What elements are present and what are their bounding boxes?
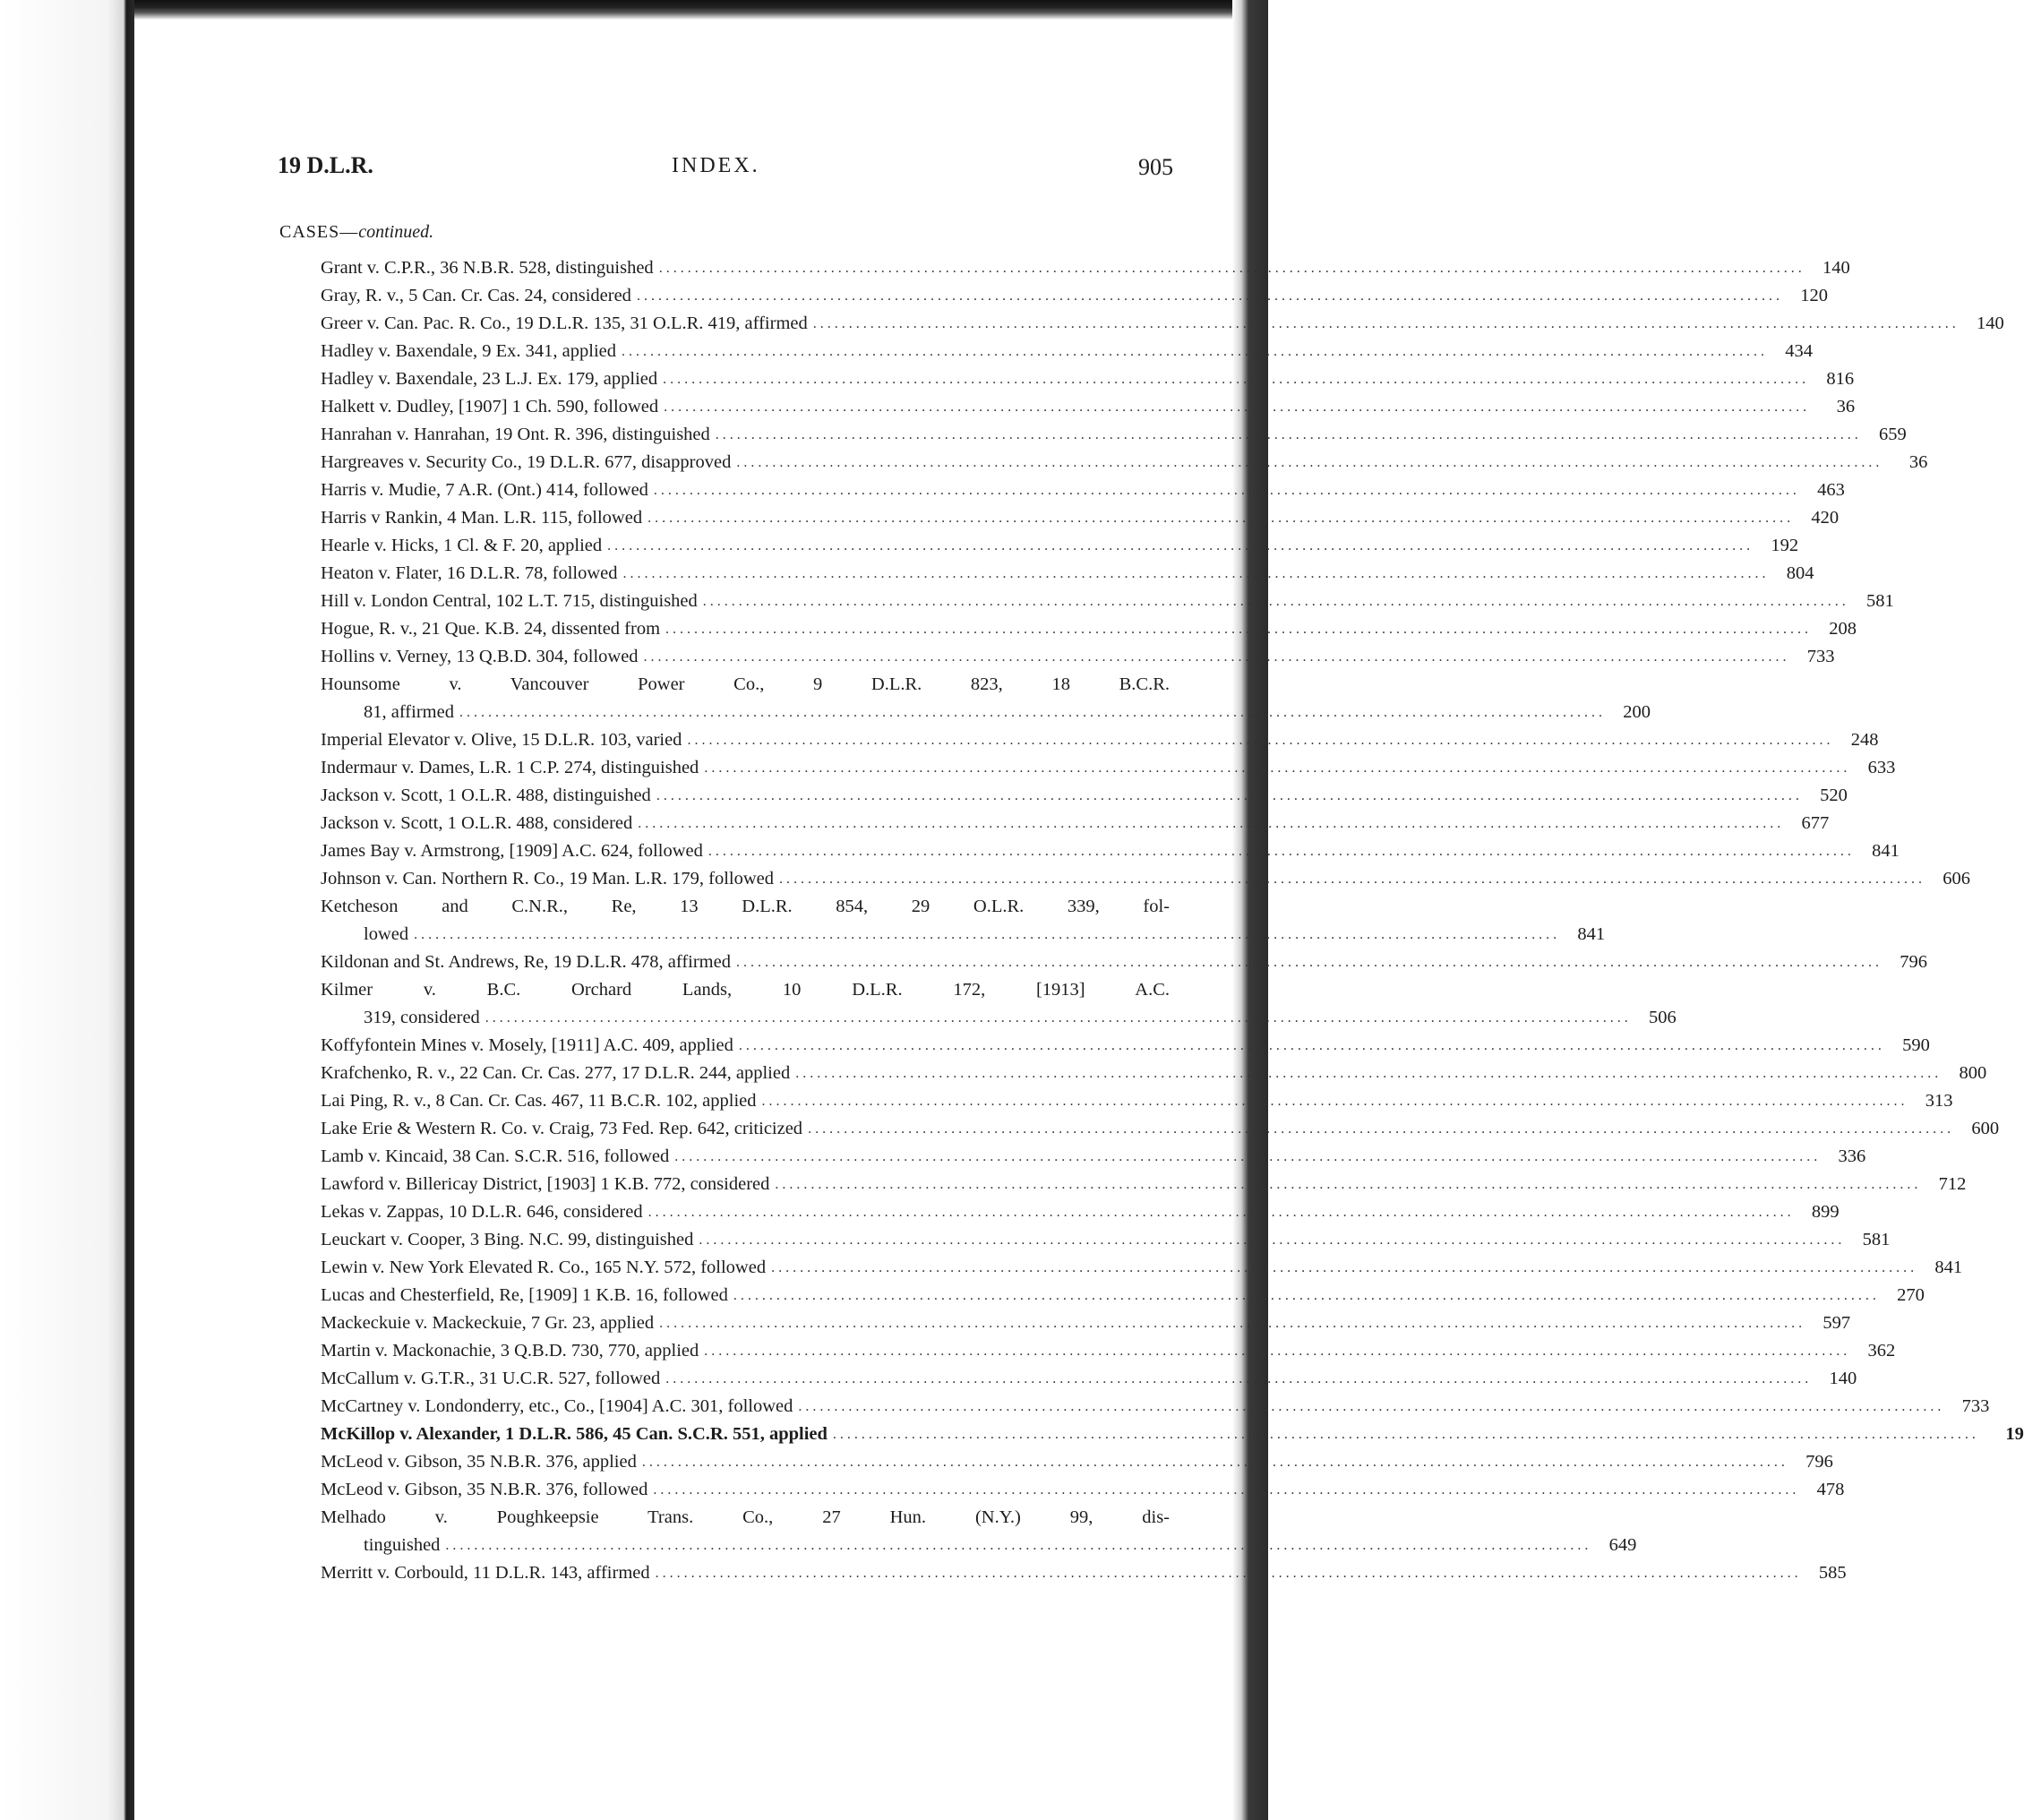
index-entry xyxy=(321,615,1857,643)
entry-citation: Hadley v. Baxendale, 9 Ex. 341, applied xyxy=(321,341,616,361)
entry-line xyxy=(321,393,1856,421)
index-entry xyxy=(321,1448,1833,1476)
entry-line xyxy=(321,615,1857,643)
dot-leader xyxy=(813,310,1960,338)
entry-line xyxy=(321,837,1900,865)
dot-leader xyxy=(687,726,1833,754)
entry-line xyxy=(321,1532,1637,1559)
index-entry xyxy=(321,1087,1953,1115)
entry-line xyxy=(321,504,1840,532)
index-entry xyxy=(321,893,1606,949)
index-entry xyxy=(321,976,1677,1032)
entry-first-line: Melhado v. Poughkeepsie Trans. Co., 27 Hun. (N.Y.) 99, dis- xyxy=(321,1507,1170,1527)
entry-line xyxy=(321,560,1814,588)
entry-citation: 319, considered xyxy=(364,1008,480,1027)
index-entry xyxy=(321,365,1855,393)
entry-page-number: 200 xyxy=(1623,702,1651,722)
entry-citation: Greer v. Can. Pac. R. Co., 19 D.L.R. 135, 31 O.L.R. 419, affirmed xyxy=(321,313,808,333)
entry-page-number: 712 xyxy=(1938,1174,1967,1194)
entry-line xyxy=(321,1421,2024,1448)
entry-citation: Mackeckuie v. Mackeckuie, 7 Gr. 23, applied xyxy=(321,1313,655,1333)
dot-leader xyxy=(659,1309,1805,1337)
entry-page-number: 463 xyxy=(1817,480,1845,500)
entry-line xyxy=(321,1393,1990,1421)
index-entry xyxy=(321,393,1856,421)
entry-citation: Lawford v. Billericay District, [1903] 1 K.B. 772, considered xyxy=(321,1174,770,1194)
dot-leader xyxy=(642,1448,1788,1476)
entry-line xyxy=(321,421,1907,449)
page-title: INDEX. xyxy=(672,154,760,177)
entry-line xyxy=(321,254,1850,282)
entry-citation: Lake Erie & Western R. Co. v. Craig, 73 Fed. Rep. 642, criticized xyxy=(321,1119,803,1138)
entry-citation: Lai Ping, R. v., 8 Can. Cr. Cas. 467, 11 B.C.R. 102, applied xyxy=(321,1091,757,1111)
entry-line xyxy=(321,1282,1925,1309)
entry-page-number: 506 xyxy=(1649,1008,1677,1027)
dot-leader xyxy=(798,1393,1944,1421)
entry-line xyxy=(321,1143,1866,1171)
scan-left-edge xyxy=(0,0,134,1820)
dot-leader xyxy=(775,1171,1921,1198)
index-entry xyxy=(321,1504,1637,1559)
entry-page-number: 899 xyxy=(1811,1202,1840,1222)
entry-line xyxy=(321,1032,1930,1060)
entry-line xyxy=(321,1060,1987,1087)
entry-citation: McLeod v. Gibson, 35 N.B.R. 376, followed xyxy=(321,1480,648,1499)
entry-page-number: 649 xyxy=(1608,1535,1637,1555)
index-entry xyxy=(321,310,2004,338)
entry-line xyxy=(321,949,1927,976)
entry-page-number: 841 xyxy=(1872,841,1900,861)
entry-line xyxy=(321,1087,1953,1115)
dot-leader xyxy=(637,282,1783,310)
dot-leader xyxy=(622,338,1768,365)
dot-leader xyxy=(779,865,1925,893)
dot-leader xyxy=(656,782,1803,810)
entry-page-number: 581 xyxy=(1866,591,1894,611)
entry-line xyxy=(321,810,1830,837)
index-entry xyxy=(321,782,1848,810)
entry-line xyxy=(321,310,2004,338)
dot-leader xyxy=(644,643,1790,671)
entry-page-number: 590 xyxy=(1902,1035,1930,1055)
entry-citation: McLeod v. Gibson, 35 N.B.R. 376, applied xyxy=(321,1452,637,1472)
section-heading xyxy=(279,222,433,243)
entry-page-number: 36 xyxy=(1836,397,1856,416)
dot-leader xyxy=(622,560,1769,588)
entry-page-number: 140 xyxy=(1822,258,1850,278)
dot-leader xyxy=(665,1365,1812,1393)
entry-citation: Hargreaves v. Security Co., 19 D.L.R. 677, disapproved xyxy=(321,452,732,472)
dot-leader xyxy=(736,449,1882,476)
entry-page-number: 677 xyxy=(1801,813,1830,833)
entry-citation: Krafchenko, R. v., 22 Can. Cr. Cas. 277, 17 D.L.R. 244, applied xyxy=(321,1063,791,1083)
entry-page-number: 336 xyxy=(1838,1146,1866,1166)
entry-citation: Hearle v. Hicks, 1 Cl. & F. 20, applied xyxy=(321,536,603,555)
entry-page-number: 520 xyxy=(1820,786,1848,805)
index-entry xyxy=(321,837,1900,865)
book-page xyxy=(134,20,2024,1820)
dot-leader xyxy=(739,1032,1885,1060)
entry-page-number: 804 xyxy=(1786,563,1814,583)
entry-citation: Grant v. C.P.R., 36 N.B.R. 528, distinguished xyxy=(321,258,654,278)
dot-leader xyxy=(664,393,1810,421)
entry-line xyxy=(321,1115,2000,1143)
entry-page-number: 208 xyxy=(1829,619,1857,639)
index-entry xyxy=(321,282,1828,310)
entry-line xyxy=(321,1559,1847,1587)
index-entry xyxy=(321,532,1799,560)
entry-line xyxy=(321,282,1828,310)
index-entry xyxy=(321,476,1845,504)
entry-line xyxy=(321,1226,1891,1254)
entry-page-number: 120 xyxy=(1800,286,1828,305)
dot-leader xyxy=(716,421,1862,449)
entry-line xyxy=(321,865,1971,893)
volume-label: 19 D.L.R. xyxy=(278,152,373,178)
dot-leader xyxy=(833,1421,1979,1448)
entry-citation: lowed xyxy=(364,924,409,944)
entry-page-number: 659 xyxy=(1879,425,1907,444)
dot-leader xyxy=(659,254,1805,282)
entry-page-number: 140 xyxy=(1829,1369,1857,1388)
dot-leader xyxy=(459,699,1606,726)
dot-leader xyxy=(704,754,1850,782)
index-entry xyxy=(321,1365,1857,1393)
entry-citation: Koffyfontein Mines v. Mosely, [1911] A.C. 409, applied xyxy=(321,1035,733,1055)
index-entries xyxy=(321,254,2024,1587)
entry-page-number: 36 xyxy=(1908,452,1928,472)
index-entry xyxy=(321,810,1830,837)
entry-page-number: 192 xyxy=(1771,536,1799,555)
index-entry xyxy=(321,1393,1990,1421)
dot-leader xyxy=(648,504,1794,532)
entry-page-number: 362 xyxy=(1867,1341,1896,1361)
entry-citation: Johnson v. Can. Northern R. Co., 19 Man. L.R. 179, followed xyxy=(321,869,775,889)
entry-line xyxy=(321,782,1848,810)
section-continued: continued. xyxy=(358,222,434,242)
entry-citation: Martin v. Mackonachie, 3 Q.B.D. 730, 770, applied xyxy=(321,1341,699,1361)
entry-citation: Jackson v. Scott, 1 O.L.R. 488, distinguished xyxy=(321,786,651,805)
entry-citation: Hill v. London Central, 102 L.T. 715, distinguished xyxy=(321,591,698,611)
entry-citation: James Bay v. Armstrong, [1909] A.C. 624, followed xyxy=(321,841,703,861)
index-entry xyxy=(321,421,1907,449)
entry-citation: Leuckart v. Cooper, 3 Bing. N.C. 99, distinguished xyxy=(321,1230,694,1249)
entry-page-number: 581 xyxy=(1862,1230,1891,1249)
dot-leader xyxy=(414,921,1560,949)
entry-line xyxy=(321,643,1835,671)
entry-line xyxy=(321,1448,1833,1476)
entry-line xyxy=(321,1254,1963,1282)
entry-citation: Harris v Rankin, 4 Man. L.R. 115, followed xyxy=(321,508,643,528)
index-entry xyxy=(321,726,1879,754)
page-number: 905 xyxy=(1138,154,1173,180)
entry-line xyxy=(321,338,1813,365)
entry-line xyxy=(321,365,1855,393)
entry-citation: Halkett v. Dudley, [1907] 1 Ch. 590, followed xyxy=(321,397,659,416)
dot-leader xyxy=(674,1143,1821,1171)
entry-page-number: 597 xyxy=(1822,1313,1851,1333)
index-entry xyxy=(321,1309,1851,1337)
entry-page-number: 600 xyxy=(1971,1119,2000,1138)
index-entry xyxy=(321,254,1850,282)
entry-line xyxy=(321,1337,1896,1365)
dot-leader xyxy=(665,615,1812,643)
entry-line xyxy=(321,1309,1851,1337)
entry-page-number: 841 xyxy=(1934,1258,1963,1277)
dot-leader xyxy=(653,1476,1799,1504)
dot-leader xyxy=(445,1532,1591,1559)
dot-leader xyxy=(736,949,1882,976)
section-label: CASES— xyxy=(279,222,359,242)
entry-citation: Gray, R. v., 5 Can. Cr. Cas. 24, considered xyxy=(321,286,631,305)
entry-citation: McCallum v. G.T.R., 31 U.C.R. 527, followed xyxy=(321,1369,661,1388)
entry-line xyxy=(321,921,1606,949)
entry-citation: Heaton v. Flater, 16 D.L.R. 78, followed xyxy=(321,563,618,583)
index-entry xyxy=(321,1143,1866,1171)
entry-page-number: 248 xyxy=(1850,730,1879,750)
entry-citation: Hollins v. Verney, 13 Q.B.D. 304, followed xyxy=(321,647,639,666)
index-entry xyxy=(321,1282,1925,1309)
entry-line xyxy=(321,532,1799,560)
index-entry xyxy=(321,449,1928,476)
entry-page-number: 841 xyxy=(1577,924,1606,944)
entry-citation: Lewin v. New York Elevated R. Co., 165 N.Y. 572, followed xyxy=(321,1258,767,1277)
entry-citation: Indermaur v. Dames, L.R. 1 C.P. 274, distinguished xyxy=(321,758,699,777)
entry-citation: 81, affirmed xyxy=(364,702,454,722)
entry-citation: Hadley v. Baxendale, 23 L.J. Ex. 179, applied xyxy=(321,369,658,389)
entry-line xyxy=(321,754,1896,782)
index-entry xyxy=(321,1476,1845,1504)
index-entry xyxy=(321,1032,1930,1060)
entry-page-number: 733 xyxy=(1806,647,1835,666)
entry-line xyxy=(321,449,1928,476)
dot-leader xyxy=(771,1254,1917,1282)
entry-first-line: Ketcheson and C.N.R., Re, 13 D.L.R. 854, 29 O.L.R. 339, fol- xyxy=(321,897,1170,916)
entry-line xyxy=(321,1365,1857,1393)
index-entry xyxy=(321,338,1813,365)
index-entry xyxy=(321,1421,2024,1448)
entry-first-line: Kilmer v. B.C. Orchard Lands, 10 D.L.R. 172, [1913] A.C. xyxy=(321,980,1170,1000)
running-head xyxy=(278,152,1173,188)
dot-leader xyxy=(795,1060,1942,1087)
entry-page-number: 434 xyxy=(1785,341,1813,361)
entry-page-number: 796 xyxy=(1900,952,1927,972)
index-entry xyxy=(321,588,1894,615)
dot-leader xyxy=(808,1115,1954,1143)
entry-page-number: 420 xyxy=(1811,508,1840,528)
entry-citation: Hogue, R. v., 21 Que. K.B. 24, dissented from xyxy=(321,619,661,639)
entry-page-number: 816 xyxy=(1826,369,1855,389)
dot-leader xyxy=(485,1004,1632,1032)
index-entry xyxy=(321,560,1814,588)
dot-leader xyxy=(656,1559,1802,1587)
entry-page-number: 733 xyxy=(1961,1396,1990,1416)
entry-citation: Kildonan and St. Andrews, Re, 19 D.L.R. 478, affirmed xyxy=(321,952,731,972)
entry-first-line: Hounsome v. Vancouver Power Co., 9 D.L.R. 823, 18 B.C.R. xyxy=(321,674,1170,694)
entry-line xyxy=(321,588,1894,615)
dot-leader xyxy=(703,588,1849,615)
entry-citation: Hanrahan v. Hanrahan, 19 Ont. R. 396, distinguished xyxy=(321,425,710,444)
entry-citation: Lekas v. Zappas, 10 D.L.R. 646, considered xyxy=(321,1202,643,1222)
index-entry xyxy=(321,1226,1891,1254)
entry-page-number: 270 xyxy=(1897,1285,1925,1305)
entry-page-number: 633 xyxy=(1867,758,1896,777)
entry-page-number: 313 xyxy=(1925,1091,1953,1111)
index-entry xyxy=(321,1254,1963,1282)
index-entry xyxy=(321,754,1896,782)
entry-citation: Lamb v. Kincaid, 38 Can. S.C.R. 516, followed xyxy=(321,1146,670,1166)
dot-leader xyxy=(699,1226,1845,1254)
dot-leader xyxy=(648,1198,1795,1226)
entry-citation: Harris v. Mudie, 7 A.R. (Ont.) 414, followed xyxy=(321,480,648,500)
entry-citation: McKillop v. Alexander, 1 D.L.R. 586, 45 Can. S.C.R. 551, applied xyxy=(321,1424,828,1444)
entry-line xyxy=(321,1171,1967,1198)
dot-leader xyxy=(704,1337,1850,1365)
index-entry xyxy=(321,643,1835,671)
entry-line xyxy=(321,1004,1677,1032)
entry-citation: Lucas and Chesterfield, Re, [1909] 1 K.B. 16, followed xyxy=(321,1285,728,1305)
index-entry xyxy=(321,1559,1847,1587)
entry-line xyxy=(321,699,1651,726)
entry-citation: tinguished xyxy=(364,1535,441,1555)
index-entry xyxy=(321,865,1971,893)
index-entry xyxy=(321,1060,1987,1087)
entry-line xyxy=(321,726,1879,754)
index-entry xyxy=(321,1171,1967,1198)
index-entry xyxy=(321,504,1840,532)
entry-line xyxy=(321,476,1845,504)
index-entry xyxy=(321,949,1927,976)
index-entry xyxy=(321,1337,1896,1365)
index-entry xyxy=(321,1115,2000,1143)
entry-page-number: 19 xyxy=(2005,1424,2024,1444)
entry-page-number: 606 xyxy=(1943,869,1971,889)
entry-citation: Merritt v. Corbould, 11 D.L.R. 143, affirmed xyxy=(321,1563,650,1583)
entry-citation: Jackson v. Scott, 1 O.L.R. 488, considered xyxy=(321,813,633,833)
scan-top-edge xyxy=(134,0,1236,20)
entry-page-number: 585 xyxy=(1818,1563,1847,1583)
entry-line xyxy=(321,1198,1840,1226)
dot-leader xyxy=(654,476,1800,504)
entry-page-number: 800 xyxy=(1959,1063,1987,1083)
dot-leader xyxy=(663,365,1809,393)
dot-leader xyxy=(733,1282,1880,1309)
dot-leader xyxy=(708,837,1855,865)
index-entry xyxy=(321,671,1651,726)
entry-page-number: 478 xyxy=(1816,1480,1845,1499)
dot-leader xyxy=(607,532,1754,560)
index-entry xyxy=(321,1198,1840,1226)
entry-line xyxy=(321,1476,1845,1504)
entry-page-number: 796 xyxy=(1805,1452,1833,1472)
dot-leader xyxy=(762,1087,1908,1115)
entry-citation: McCartney v. Londonderry, etc., Co., [1904] A.C. 301, followed xyxy=(321,1396,793,1416)
dot-leader xyxy=(638,810,1784,837)
entry-page-number: 140 xyxy=(1977,313,2004,333)
entry-citation: Imperial Elevator v. Olive, 15 D.L.R. 103, varied xyxy=(321,730,682,750)
